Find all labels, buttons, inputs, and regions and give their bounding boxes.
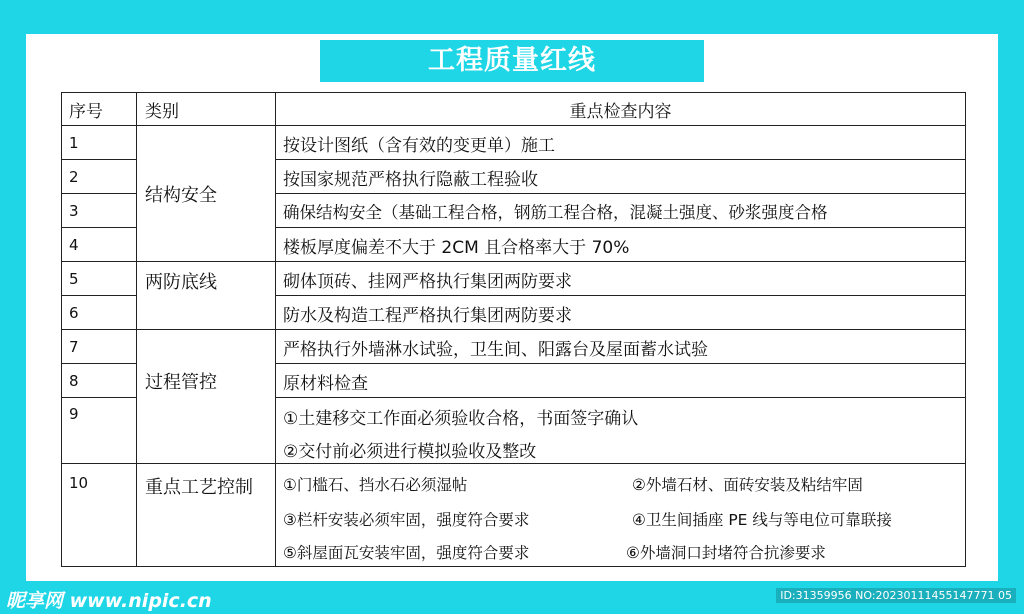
item-10-entry-3: ③栏杆安装必须牢固，强度符合要求: [283, 511, 530, 529]
item-10-entry-6: ⑥外墙洞口封堵符合抗渗要求: [626, 544, 826, 562]
category-defense: 两防底线: [136, 261, 277, 331]
item-9: [275, 397, 966, 465]
row-number-1: 1: [61, 125, 138, 161]
header-category: 类别: [136, 92, 277, 127]
item-3: 确保结构安全（基础工程合格，钢筋工程合格，混凝土强度、砂浆强度合格: [275, 193, 966, 229]
category-process: 过程管控: [136, 329, 277, 465]
item-4: 楼板厚度偏差不大于 2CM 且合格率大于 70%: [275, 227, 966, 263]
header-content: 重点检查内容: [275, 92, 966, 127]
item-10-entry-1: ①门槛石、挡水石必须湿帖: [283, 476, 468, 494]
row-number-9: 9: [61, 397, 138, 465]
watermark-id: ID:31359956 NO:20230111455147771 05: [776, 588, 1016, 603]
item-6: 防水及构造工程严格执行集团两防要求: [275, 295, 966, 331]
item-2: 按国家规范严格执行隐蔽工程验收: [275, 159, 966, 195]
row-number-4: 4: [61, 227, 138, 263]
item-8: 原材料检查: [275, 363, 966, 399]
row-number-8: 8: [61, 363, 138, 399]
item-10-entry-2: ②外墙石材、面砖安装及粘结牢固: [632, 476, 863, 494]
row-number-6: 6: [61, 295, 138, 331]
category-structure: 结构安全: [136, 125, 277, 263]
item-5: 砌体顶砖、挂网严格执行集团两防要求: [275, 261, 966, 297]
item-10-entry-4: ④卫生间插座 PE 线与等电位可靠联接: [632, 511, 892, 529]
row-number-7: 7: [61, 329, 138, 365]
watermark-logo: 昵享网 www.nipic.cn: [6, 590, 212, 612]
row-number-10: 10: [61, 463, 138, 567]
item-10-entry-5: ⑤斜屋面瓦安装牢固，强度符合要求: [283, 544, 530, 562]
category-key-process: 重点工艺控制: [136, 463, 277, 567]
item-1: 按设计图纸（含有效的变更单）施工: [275, 125, 966, 161]
row-number-5: 5: [61, 261, 138, 297]
row-number-2: 2: [61, 159, 138, 195]
header-seq: 序号: [61, 92, 138, 127]
item-10: [275, 463, 966, 567]
row-number-3: 3: [61, 193, 138, 229]
item-9-line-2: ②交付前必须进行模拟验收及整改: [283, 442, 537, 462]
page-title: 工程质量红线: [320, 40, 704, 82]
item-9-line-1: ①土建移交工作面必须验收合格，书面签字确认: [283, 409, 639, 429]
item-7: 严格执行外墙淋水试验，卫生间、阳露台及屋面蓄水试验: [275, 329, 966, 365]
